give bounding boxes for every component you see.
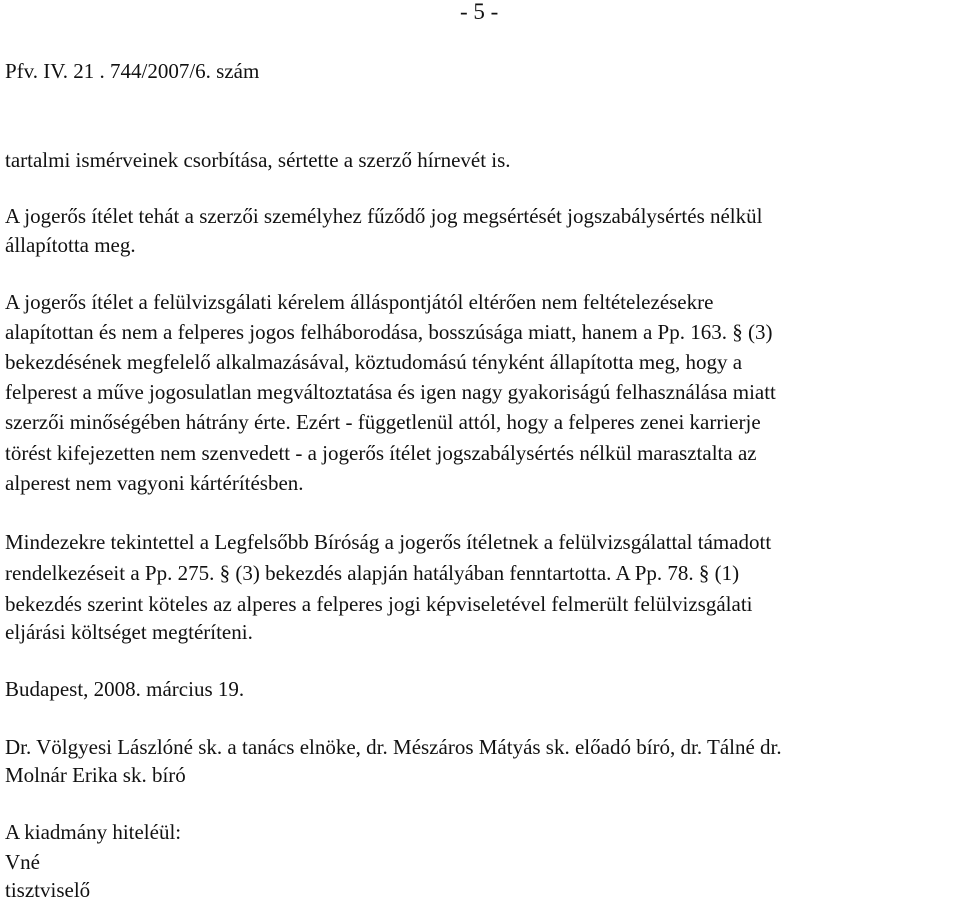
paragraph-line: felperest a műve jogosulatlan megváltoztatása és igen nagy gyakoriságú felhasználása miatt xyxy=(5,380,776,404)
paragraph-line: alperest nem vagyoni kártérítésben. xyxy=(5,471,304,495)
certification-line: Vné xyxy=(5,850,40,874)
paragraph-line: alapítottan és nem a felperes jogos felháborodása, bosszúsága miatt, hanem a Pp. 163. § (3) xyxy=(5,320,773,344)
certification-line: tisztviselő xyxy=(5,878,91,902)
certification-line: A kiadmány hiteléül: xyxy=(5,820,182,844)
case-number: Pfv. IV. 21 . 744/2007/6. szám xyxy=(5,59,260,83)
paragraph-line: eljárási költséget megtéríteni. xyxy=(5,620,253,644)
paragraph-line: szerzői minőségében hátrány érte. Ezért - függetlenül attól, hogy a felperes zenei karrierje xyxy=(5,410,761,434)
paragraph-line: A jogerős ítélet tehát a szerzői személyhez fűződő jog megsértését jogszabálysértés nélkül xyxy=(5,204,763,228)
paragraph-line: törést kifejezetten nem szenvedett - a jogerős ítélet jogszabálysértés nélkül marasztalta az xyxy=(5,441,757,465)
paragraph-line: bekezdésének megfelelő alkalmazásával, köztudomású tényként állapította meg, hogy a xyxy=(5,350,743,374)
page-number: - 5 - xyxy=(460,0,499,24)
paragraph-line: bekezdés szerint köteles az alperes a felperes jogi képviseletével felmerült felülvizsgálati xyxy=(5,592,753,616)
place-date: Budapest, 2008. március 19. xyxy=(5,677,245,701)
paragraph-line: A jogerős ítélet a felülvizsgálati kérelem álláspontjától eltérően nem feltételezésekre xyxy=(5,290,714,314)
paragraph-line: állapította meg. xyxy=(5,233,136,257)
paragraph-line: tartalmi ismérveinek csorbítása, sértette a szerző hírnevét is. xyxy=(5,148,511,172)
paragraph-line: Mindezekre tekintettel a Legfelsőbb Bíróság a jogerős ítéletnek a felülvizsgálattal támadott xyxy=(5,530,772,554)
paragraph-line: rendelkezéseit a Pp. 275. § (3) bekezdés alapján hatályában fenntartotta. A Pp. 78. § (1) xyxy=(5,561,740,585)
signature-line: Dr. Völgyesi Lászlóné sk. a tanács elnöke, dr. Mészáros Mátyás sk. előadó bíró, dr. Tálné dr. xyxy=(5,735,782,759)
signature-line: Molnár Erika sk. bíró xyxy=(5,763,186,787)
